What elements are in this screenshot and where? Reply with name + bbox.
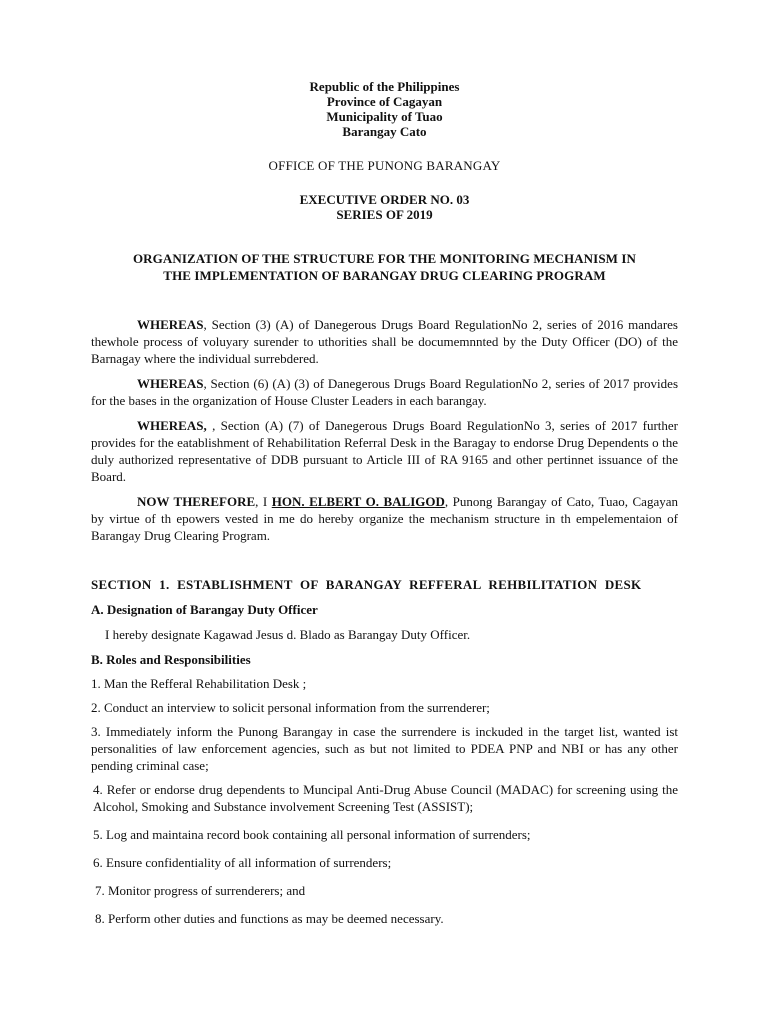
executive-order-number: EXECUTIVE ORDER NO. 03 xyxy=(299,192,470,207)
letterhead-municipality: Municipality of Tuao xyxy=(326,109,443,124)
whereas-text: , Section (A) (7) of Danegerous Drugs Board RegulationNo 3, series of 2017 further provides for the eatablishment of Rehabilitation Referral Desk in the Baragay to endorse Drug Dependents o the duly authorized representative of DDB pursuant to Article III of RA 9165 and other pertinnet issuance of the Board. xyxy=(91,418,678,484)
section-1-heading: SECTION 1. ESTABLISHMENT OF BARANGAY REFFERAL REHBILITATION DESK xyxy=(91,577,642,592)
letterhead-country: Republic of the Philippines xyxy=(309,79,460,94)
list-item: 6. Ensure confidentiality of all information of surrenders; xyxy=(93,855,392,870)
now-therefore-connector: , I xyxy=(255,494,272,509)
now-therefore-text: , Punong Barangay of Cato, Tuao, Cagayan by virtue of th epowers vested in me do hereby organize the mechanism structure in th empelementaion of Barangay Drug Clearing Program. xyxy=(91,494,678,543)
list-item: 7. Monitor progress of surrenderers; and xyxy=(95,883,306,898)
now-therefore-clause xyxy=(91,493,678,544)
whereas-clause-1 xyxy=(91,316,678,367)
executive-order-series: SERIES OF 2019 xyxy=(336,207,433,222)
letterhead xyxy=(91,79,678,139)
letterhead-barangay: Barangay Cato xyxy=(342,124,427,139)
whereas-text: , Section (6) (A) (3) of Danegerous Drugs Board RegulationNo 2, series of 2017 provides for the bases in the organization of House Cluster Leaders in each barangay. xyxy=(91,376,678,408)
punong-barangay-name: HON. ELBERT O. BALIGOD xyxy=(271,494,445,509)
list-item: 8. Perform other duties and functions as may be deemed necessary. xyxy=(95,911,444,926)
now-therefore-lead: NOW THEREFORE xyxy=(137,494,256,509)
letterhead-province: Province of Cagayan xyxy=(326,94,443,109)
list-item: 2. Conduct an interview to solicit personal information from the surrenderer; xyxy=(91,700,490,715)
subsection-b-heading: B. Roles and Responsibilities xyxy=(91,652,251,667)
office-title: OFFICE OF THE PUNONG BARANGAY xyxy=(268,158,501,173)
executive-order-heading xyxy=(91,192,678,222)
whereas-clause-2 xyxy=(91,375,678,409)
list-item: 3. Immediately inform the Punong Barangay in case the surrendere is inckuded in the target list, wanted ist personalities of law enforcement agencies, such as but not limited to PDEA PNP and NBI or has any other pending criminal case; xyxy=(91,724,678,773)
list-item: 4. Refer or endorse drug dependents to Muncipal Anti-Drug Abuse Council (MADAC) for screening using the Alcohol, Smoking and Substance involvement Screening Test (ASSIST); xyxy=(93,782,678,814)
whereas-lead: WHEREAS, xyxy=(137,418,213,433)
whereas-clause-3 xyxy=(91,417,678,485)
list-item: 1. Man the Refferal Rehabilitation Desk ; xyxy=(91,676,307,691)
whereas-lead: WHEREAS xyxy=(137,376,204,391)
document-body xyxy=(91,79,678,927)
designation-statement: I hereby designate Kagawad Jesus d. Blado as Barangay Duty Officer. xyxy=(105,627,471,642)
document-title-line-2: THE IMPLEMENTATION OF BARANGAY DRUG CLEARING PROGRAM xyxy=(163,268,606,283)
whereas-text: , Section (3) (A) of Danegerous Drugs Board RegulationNo 2, series of 2016 mandares thewhole process of voluyary surender to uthorities shall be documemnnted by the Duty Officer (DO) of the Barnagay where the individual surrebdered. xyxy=(91,317,678,366)
document-title-line-1: ORGANIZATION OF THE STRUCTURE FOR THE MONITORING MECHANISM IN xyxy=(132,251,637,266)
subsection-a-heading: A. Designation of Barangay Duty Officer xyxy=(91,602,318,617)
whereas-lead: WHEREAS xyxy=(137,317,204,332)
document-title xyxy=(91,250,678,284)
list-item: 5. Log and maintaina record book containing all personal information of surrenders; xyxy=(93,827,531,842)
